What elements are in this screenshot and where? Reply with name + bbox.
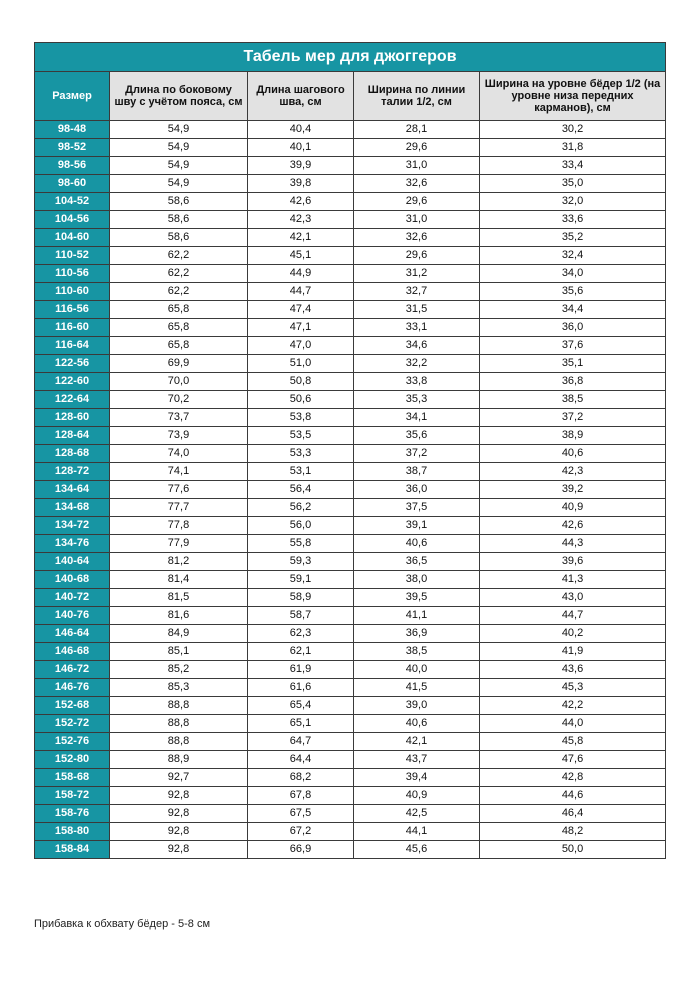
hip-width-cell: 38,9 (480, 427, 666, 445)
size-cell: 146-76 (35, 679, 110, 697)
inseam-cell: 65,4 (248, 697, 354, 715)
table-row (35, 679, 666, 697)
table-row (35, 391, 666, 409)
waist-width-cell: 37,5 (354, 499, 480, 517)
size-cell: 122-60 (35, 373, 110, 391)
table-row (35, 787, 666, 805)
table-row (35, 535, 666, 553)
table-row (35, 301, 666, 319)
side-seam-cell: 88,8 (110, 715, 248, 733)
waist-width-cell: 31,5 (354, 301, 480, 319)
waist-width-cell: 41,1 (354, 607, 480, 625)
table-row (35, 247, 666, 265)
side-seam-cell: 54,9 (110, 139, 248, 157)
inseam-cell: 47,1 (248, 319, 354, 337)
inseam-cell: 45,1 (248, 247, 354, 265)
side-seam-cell: 92,8 (110, 841, 248, 859)
size-cell: 110-60 (35, 283, 110, 301)
waist-width-cell: 37,2 (354, 445, 480, 463)
inseam-cell: 66,9 (248, 841, 354, 859)
inseam-cell: 42,1 (248, 229, 354, 247)
size-cell: 140-68 (35, 571, 110, 589)
inseam-cell: 68,2 (248, 769, 354, 787)
hip-width-cell: 35,2 (480, 229, 666, 247)
hip-width-cell: 38,5 (480, 391, 666, 409)
waist-width-cell: 39,1 (354, 517, 480, 535)
inseam-cell: 51,0 (248, 355, 354, 373)
inseam-cell: 53,5 (248, 427, 354, 445)
side-seam-cell: 54,9 (110, 121, 248, 139)
hip-width-cell: 41,3 (480, 571, 666, 589)
waist-width-cell: 42,1 (354, 733, 480, 751)
hip-width-cell: 33,6 (480, 211, 666, 229)
table-row (35, 625, 666, 643)
waist-width-cell: 39,0 (354, 697, 480, 715)
table-row (35, 481, 666, 499)
size-cell: 158-72 (35, 787, 110, 805)
side-seam-cell: 62,2 (110, 283, 248, 301)
hip-width-cell: 44,7 (480, 607, 666, 625)
hip-width-cell: 46,4 (480, 805, 666, 823)
table-row (35, 607, 666, 625)
side-seam-cell: 58,6 (110, 211, 248, 229)
side-seam-cell: 65,8 (110, 337, 248, 355)
size-cell: 158-76 (35, 805, 110, 823)
hip-width-cell: 48,2 (480, 823, 666, 841)
hip-width-cell: 35,0 (480, 175, 666, 193)
measurement-table (34, 42, 666, 859)
table-row (35, 337, 666, 355)
column-header-hip-width: Ширина на уровне бёдер 1/2 (на уровне низа передних карманов), см (480, 72, 666, 121)
table-header-row (35, 72, 666, 121)
inseam-cell: 44,9 (248, 265, 354, 283)
waist-width-cell: 39,5 (354, 589, 480, 607)
column-header-inseam: Длина шагового шва, см (248, 72, 354, 121)
size-cell: 134-76 (35, 535, 110, 553)
waist-width-cell: 38,7 (354, 463, 480, 481)
side-seam-cell: 84,9 (110, 625, 248, 643)
inseam-cell: 61,9 (248, 661, 354, 679)
inseam-cell: 67,8 (248, 787, 354, 805)
waist-width-cell: 44,1 (354, 823, 480, 841)
table-row (35, 463, 666, 481)
size-cell: 128-72 (35, 463, 110, 481)
waist-width-cell: 34,1 (354, 409, 480, 427)
inseam-cell: 39,9 (248, 157, 354, 175)
hip-width-cell: 35,6 (480, 283, 666, 301)
side-seam-cell: 70,2 (110, 391, 248, 409)
inseam-cell: 62,3 (248, 625, 354, 643)
inseam-cell: 56,2 (248, 499, 354, 517)
waist-width-cell: 40,0 (354, 661, 480, 679)
waist-width-cell: 38,5 (354, 643, 480, 661)
waist-width-cell: 35,3 (354, 391, 480, 409)
inseam-cell: 47,4 (248, 301, 354, 319)
side-seam-cell: 62,2 (110, 247, 248, 265)
side-seam-cell: 73,7 (110, 409, 248, 427)
waist-width-cell: 43,7 (354, 751, 480, 769)
waist-width-cell: 28,1 (354, 121, 480, 139)
table-row (35, 193, 666, 211)
table-row (35, 283, 666, 301)
size-cell: 158-84 (35, 841, 110, 859)
waist-width-cell: 33,8 (354, 373, 480, 391)
table-title: Табель мер для джоггеров (35, 43, 666, 72)
waist-width-cell: 32,2 (354, 355, 480, 373)
table-row (35, 139, 666, 157)
size-cell: 128-68 (35, 445, 110, 463)
size-cell: 104-52 (35, 193, 110, 211)
size-cell: 152-76 (35, 733, 110, 751)
side-seam-cell: 92,8 (110, 787, 248, 805)
size-cell: 122-56 (35, 355, 110, 373)
hip-width-cell: 44,6 (480, 787, 666, 805)
side-seam-cell: 81,6 (110, 607, 248, 625)
hip-width-cell: 44,0 (480, 715, 666, 733)
inseam-cell: 56,4 (248, 481, 354, 499)
size-cell: 104-56 (35, 211, 110, 229)
inseam-cell: 58,7 (248, 607, 354, 625)
hip-width-cell: 43,6 (480, 661, 666, 679)
hip-width-cell: 34,4 (480, 301, 666, 319)
side-seam-cell: 58,6 (110, 229, 248, 247)
size-cell: 98-56 (35, 157, 110, 175)
side-seam-cell: 81,5 (110, 589, 248, 607)
waist-width-cell: 32,7 (354, 283, 480, 301)
size-cell: 98-52 (35, 139, 110, 157)
waist-width-cell: 36,9 (354, 625, 480, 643)
size-cell: 98-48 (35, 121, 110, 139)
inseam-cell: 39,8 (248, 175, 354, 193)
size-cell: 110-56 (35, 265, 110, 283)
size-cell: 146-72 (35, 661, 110, 679)
waist-width-cell: 42,5 (354, 805, 480, 823)
side-seam-cell: 54,9 (110, 157, 248, 175)
size-cell: 122-64 (35, 391, 110, 409)
table-row (35, 229, 666, 247)
inseam-cell: 42,3 (248, 211, 354, 229)
hip-width-cell: 42,6 (480, 517, 666, 535)
side-seam-cell: 65,8 (110, 319, 248, 337)
waist-width-cell: 32,6 (354, 175, 480, 193)
size-cell: 158-80 (35, 823, 110, 841)
side-seam-cell: 54,9 (110, 175, 248, 193)
waist-width-cell: 40,6 (354, 715, 480, 733)
hip-width-cell: 41,9 (480, 643, 666, 661)
inseam-cell: 40,4 (248, 121, 354, 139)
hip-width-cell: 47,6 (480, 751, 666, 769)
inseam-cell: 50,8 (248, 373, 354, 391)
waist-width-cell: 29,6 (354, 139, 480, 157)
table-row (35, 643, 666, 661)
side-seam-cell: 77,8 (110, 517, 248, 535)
table-row (35, 121, 666, 139)
side-seam-cell: 73,9 (110, 427, 248, 445)
waist-width-cell: 31,0 (354, 211, 480, 229)
hip-width-cell: 34,0 (480, 265, 666, 283)
waist-width-cell: 45,6 (354, 841, 480, 859)
side-seam-cell: 74,0 (110, 445, 248, 463)
side-seam-cell: 77,7 (110, 499, 248, 517)
table-row (35, 319, 666, 337)
table-body (35, 121, 666, 859)
hip-width-cell: 31,8 (480, 139, 666, 157)
size-cell: 98-60 (35, 175, 110, 193)
hip-width-cell: 36,0 (480, 319, 666, 337)
side-seam-cell: 69,9 (110, 355, 248, 373)
side-seam-cell: 92,8 (110, 805, 248, 823)
inseam-cell: 59,1 (248, 571, 354, 589)
inseam-cell: 64,7 (248, 733, 354, 751)
side-seam-cell: 81,2 (110, 553, 248, 571)
waist-width-cell: 31,0 (354, 157, 480, 175)
size-cell: 152-80 (35, 751, 110, 769)
waist-width-cell: 36,5 (354, 553, 480, 571)
size-cell: 146-64 (35, 625, 110, 643)
table-row (35, 805, 666, 823)
hip-width-cell: 36,8 (480, 373, 666, 391)
size-cell: 128-64 (35, 427, 110, 445)
inseam-cell: 64,4 (248, 751, 354, 769)
column-header-size: Размер (35, 72, 110, 121)
waist-width-cell: 29,6 (354, 193, 480, 211)
inseam-cell: 50,6 (248, 391, 354, 409)
table-row (35, 733, 666, 751)
table-row (35, 409, 666, 427)
hip-width-cell: 33,4 (480, 157, 666, 175)
column-header-side-seam: Длина по боковому шву с учётом пояса, см (110, 72, 248, 121)
waist-width-cell: 35,6 (354, 427, 480, 445)
size-cell: 140-64 (35, 553, 110, 571)
waist-width-cell: 34,6 (354, 337, 480, 355)
table-row (35, 589, 666, 607)
size-cell: 128-60 (35, 409, 110, 427)
size-cell: 104-60 (35, 229, 110, 247)
waist-width-cell: 40,9 (354, 787, 480, 805)
table-row (35, 175, 666, 193)
side-seam-cell: 58,6 (110, 193, 248, 211)
size-cell: 152-68 (35, 697, 110, 715)
side-seam-cell: 77,6 (110, 481, 248, 499)
waist-width-cell: 40,6 (354, 535, 480, 553)
inseam-cell: 47,0 (248, 337, 354, 355)
hip-width-cell: 42,3 (480, 463, 666, 481)
waist-width-cell: 29,6 (354, 247, 480, 265)
hip-width-cell: 44,3 (480, 535, 666, 553)
table-row (35, 553, 666, 571)
hip-width-cell: 30,2 (480, 121, 666, 139)
table-row (35, 211, 666, 229)
inseam-cell: 42,6 (248, 193, 354, 211)
side-seam-cell: 70,0 (110, 373, 248, 391)
hip-width-cell: 42,2 (480, 697, 666, 715)
size-cell: 134-68 (35, 499, 110, 517)
side-seam-cell: 92,7 (110, 769, 248, 787)
side-seam-cell: 92,8 (110, 823, 248, 841)
side-seam-cell: 74,1 (110, 463, 248, 481)
hip-width-cell: 43,0 (480, 589, 666, 607)
waist-width-cell: 39,4 (354, 769, 480, 787)
side-seam-cell: 85,2 (110, 661, 248, 679)
inseam-cell: 67,5 (248, 805, 354, 823)
hip-width-cell: 32,4 (480, 247, 666, 265)
table-row (35, 157, 666, 175)
hip-width-cell: 37,6 (480, 337, 666, 355)
hip-width-cell: 40,2 (480, 625, 666, 643)
side-seam-cell: 88,8 (110, 697, 248, 715)
waist-width-cell: 32,6 (354, 229, 480, 247)
size-cell: 110-52 (35, 247, 110, 265)
hip-width-cell: 42,8 (480, 769, 666, 787)
inseam-cell: 58,9 (248, 589, 354, 607)
table-row (35, 841, 666, 859)
hip-width-cell: 39,2 (480, 481, 666, 499)
table-row (35, 445, 666, 463)
table-row (35, 769, 666, 787)
side-seam-cell: 81,4 (110, 571, 248, 589)
table-row (35, 571, 666, 589)
side-seam-cell: 88,8 (110, 733, 248, 751)
size-cell: 140-76 (35, 607, 110, 625)
column-header-waist-width: Ширина по линии талии 1/2, см (354, 72, 480, 121)
footnote: Прибавка к обхвату бёдер - 5-8 см (34, 918, 211, 930)
inseam-cell: 40,1 (248, 139, 354, 157)
size-cell: 116-56 (35, 301, 110, 319)
table-row (35, 373, 666, 391)
table-row (35, 499, 666, 517)
hip-width-cell: 37,2 (480, 409, 666, 427)
size-cell: 134-72 (35, 517, 110, 535)
side-seam-cell: 85,1 (110, 643, 248, 661)
inseam-cell: 65,1 (248, 715, 354, 733)
inseam-cell: 53,1 (248, 463, 354, 481)
waist-width-cell: 38,0 (354, 571, 480, 589)
inseam-cell: 53,8 (248, 409, 354, 427)
size-cell: 146-68 (35, 643, 110, 661)
hip-width-cell: 39,6 (480, 553, 666, 571)
size-cell: 134-64 (35, 481, 110, 499)
hip-width-cell: 50,0 (480, 841, 666, 859)
size-cell: 158-68 (35, 769, 110, 787)
table-row (35, 823, 666, 841)
side-seam-cell: 65,8 (110, 301, 248, 319)
hip-width-cell: 32,0 (480, 193, 666, 211)
hip-width-cell: 35,1 (480, 355, 666, 373)
inseam-cell: 62,1 (248, 643, 354, 661)
waist-width-cell: 41,5 (354, 679, 480, 697)
table-row (35, 355, 666, 373)
side-seam-cell: 77,9 (110, 535, 248, 553)
inseam-cell: 59,3 (248, 553, 354, 571)
hip-width-cell: 45,3 (480, 679, 666, 697)
inseam-cell: 67,2 (248, 823, 354, 841)
inseam-cell: 44,7 (248, 283, 354, 301)
table-row (35, 697, 666, 715)
inseam-cell: 53,3 (248, 445, 354, 463)
waist-width-cell: 36,0 (354, 481, 480, 499)
table-row (35, 427, 666, 445)
table-row (35, 715, 666, 733)
hip-width-cell: 40,6 (480, 445, 666, 463)
hip-width-cell: 45,8 (480, 733, 666, 751)
side-seam-cell: 85,3 (110, 679, 248, 697)
waist-width-cell: 31,2 (354, 265, 480, 283)
inseam-cell: 56,0 (248, 517, 354, 535)
size-cell: 140-72 (35, 589, 110, 607)
size-cell: 152-72 (35, 715, 110, 733)
size-cell: 116-60 (35, 319, 110, 337)
hip-width-cell: 40,9 (480, 499, 666, 517)
side-seam-cell: 88,9 (110, 751, 248, 769)
size-cell: 116-64 (35, 337, 110, 355)
inseam-cell: 55,8 (248, 535, 354, 553)
side-seam-cell: 62,2 (110, 265, 248, 283)
table-row (35, 265, 666, 283)
waist-width-cell: 33,1 (354, 319, 480, 337)
inseam-cell: 61,6 (248, 679, 354, 697)
table-row (35, 661, 666, 679)
table-row (35, 751, 666, 769)
table-row (35, 517, 666, 535)
